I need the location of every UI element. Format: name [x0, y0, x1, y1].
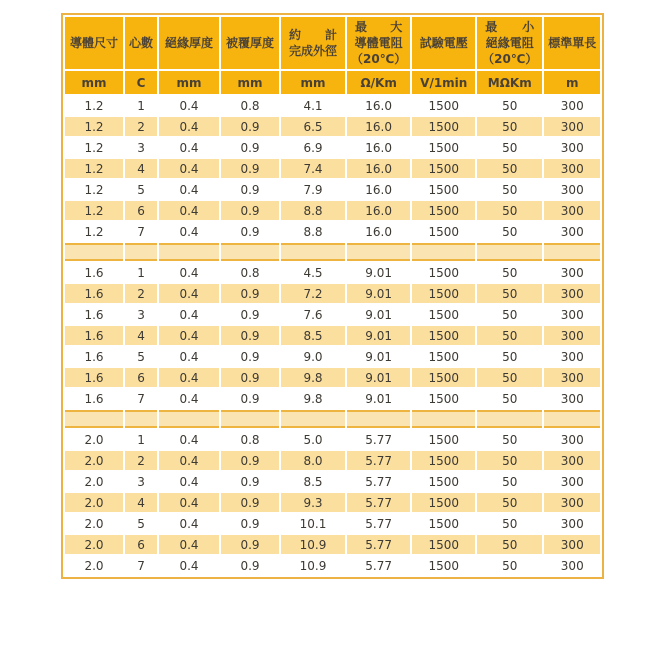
column-header-text: 被覆厚度 — [226, 35, 275, 50]
spacer-cell — [281, 410, 345, 428]
cell-min-insulation-resistance: 50 — [477, 430, 542, 449]
cell-test-voltage: 1500 — [412, 389, 475, 408]
cell-max-conductor-resistance: 16.0 — [347, 222, 410, 241]
cell-min-insulation-resistance: 50 — [477, 263, 542, 282]
column-header-text: 最 — [355, 19, 368, 34]
cell-sheath-thickness: 0.9 — [221, 472, 279, 491]
cell-min-insulation-resistance: 50 — [477, 535, 542, 554]
cell-min-insulation-resistance: 50 — [477, 180, 542, 199]
spacer-cell — [544, 410, 600, 428]
cell-sheath-thickness: 0.9 — [221, 159, 279, 178]
spacer-cell — [221, 410, 279, 428]
cell-insulation-thickness: 0.4 — [159, 472, 219, 491]
unit-approx-finished-od: mm — [281, 71, 345, 94]
cell-max-conductor-resistance: 9.01 — [347, 305, 410, 324]
cell-max-conductor-resistance: 16.0 — [347, 96, 410, 115]
cell-conductor-size: 1.2 — [65, 117, 123, 136]
cell-insulation-thickness: 0.4 — [159, 159, 219, 178]
unit-sheath-thickness: mm — [221, 71, 279, 94]
cell-test-voltage: 1500 — [412, 347, 475, 366]
header-row — [65, 17, 600, 69]
cell-core-count: 1 — [125, 96, 157, 115]
cell-insulation-thickness: 0.4 — [159, 326, 219, 345]
cell-conductor-size: 2.0 — [65, 472, 123, 491]
cell-max-conductor-resistance: 5.77 — [347, 556, 410, 575]
cell-test-voltage: 1500 — [412, 305, 475, 324]
column-header-text: 大 — [390, 19, 403, 34]
cell-standard-unit-length: 300 — [544, 201, 600, 220]
cell-sheath-thickness: 0.8 — [221, 96, 279, 115]
cell-core-count: 1 — [125, 263, 157, 282]
cell-insulation-thickness: 0.4 — [159, 305, 219, 324]
cell-standard-unit-length: 300 — [544, 117, 600, 136]
spacer-cell — [159, 410, 219, 428]
cell-core-count: 5 — [125, 347, 157, 366]
cell-sheath-thickness: 0.9 — [221, 535, 279, 554]
cell-max-conductor-resistance: 9.01 — [347, 368, 410, 387]
cell-sheath-thickness: 0.9 — [221, 305, 279, 324]
cell-approx-finished-od: 8.8 — [281, 201, 345, 220]
unit-core-count: C — [125, 71, 157, 94]
cell-core-count: 4 — [125, 326, 157, 345]
cell-core-count: 6 — [125, 201, 157, 220]
cell-core-count: 4 — [125, 493, 157, 512]
cell-sheath-thickness: 0.9 — [221, 284, 279, 303]
spacer-cell — [477, 410, 542, 428]
cell-test-voltage: 1500 — [412, 493, 475, 512]
column-header-text: 計 — [325, 27, 338, 42]
cell-test-voltage: 1500 — [412, 201, 475, 220]
table-row-2.0mm-5c — [65, 514, 600, 533]
cell-approx-finished-od: 4.1 — [281, 96, 345, 115]
table-row-1.6mm-7c — [65, 389, 600, 408]
column-header-text: （20℃） — [482, 51, 538, 66]
cell-approx-finished-od: 7.4 — [281, 159, 345, 178]
cell-approx-finished-od: 4.5 — [281, 263, 345, 282]
cell-approx-finished-od: 5.0 — [281, 430, 345, 449]
cell-standard-unit-length: 300 — [544, 430, 600, 449]
cell-sheath-thickness: 0.9 — [221, 180, 279, 199]
cell-insulation-thickness: 0.4 — [159, 368, 219, 387]
cell-core-count: 4 — [125, 159, 157, 178]
column-header-line — [351, 20, 406, 35]
cell-test-voltage: 1500 — [412, 326, 475, 345]
cell-min-insulation-resistance: 50 — [477, 284, 542, 303]
cell-max-conductor-resistance: 5.77 — [347, 451, 410, 470]
cell-test-voltage: 1500 — [412, 138, 475, 157]
cell-test-voltage: 1500 — [412, 556, 475, 575]
cell-conductor-size: 2.0 — [65, 514, 123, 533]
cell-approx-finished-od: 9.8 — [281, 389, 345, 408]
cell-max-conductor-resistance: 16.0 — [347, 138, 410, 157]
cell-test-voltage: 1500 — [412, 451, 475, 470]
column-header-line — [285, 44, 341, 59]
column-header-line — [129, 36, 153, 51]
spacer-cell — [65, 410, 123, 428]
table-row-1.6mm-3c — [65, 305, 600, 324]
cell-sheath-thickness: 0.9 — [221, 368, 279, 387]
column-header-line — [69, 36, 119, 51]
cell-core-count: 3 — [125, 138, 157, 157]
cell-sheath-thickness: 0.9 — [221, 117, 279, 136]
column-header-line — [285, 28, 341, 43]
cell-insulation-thickness: 0.4 — [159, 284, 219, 303]
cell-standard-unit-length: 300 — [544, 514, 600, 533]
cell-approx-finished-od: 7.2 — [281, 284, 345, 303]
cell-approx-finished-od: 8.5 — [281, 326, 345, 345]
table-row-2.0mm-2c — [65, 451, 600, 470]
table-row-1.2mm-6c — [65, 201, 600, 220]
cell-conductor-size: 2.0 — [65, 430, 123, 449]
spacer-cell — [347, 410, 410, 428]
column-header-insulation-thickness — [159, 17, 219, 69]
cell-sheath-thickness: 0.9 — [221, 389, 279, 408]
column-header-test-voltage — [412, 17, 475, 69]
cell-test-voltage: 1500 — [412, 535, 475, 554]
column-header-line — [416, 36, 471, 51]
spacer-cell — [544, 243, 600, 261]
cell-core-count: 2 — [125, 451, 157, 470]
column-header-standard-unit-length — [544, 17, 600, 69]
spacer-cell — [221, 243, 279, 261]
cell-max-conductor-resistance: 16.0 — [347, 201, 410, 220]
cell-test-voltage: 1500 — [412, 472, 475, 491]
cell-test-voltage: 1500 — [412, 284, 475, 303]
cell-conductor-size: 1.6 — [65, 284, 123, 303]
cell-min-insulation-resistance: 50 — [477, 472, 542, 491]
cell-min-insulation-resistance: 50 — [477, 451, 542, 470]
cell-sheath-thickness: 0.9 — [221, 556, 279, 575]
spacer-cell — [125, 243, 157, 261]
cell-core-count: 5 — [125, 514, 157, 533]
cell-standard-unit-length: 300 — [544, 284, 600, 303]
cell-conductor-size: 1.2 — [65, 201, 123, 220]
cell-core-count: 7 — [125, 222, 157, 241]
cell-test-voltage: 1500 — [412, 180, 475, 199]
cell-min-insulation-resistance: 50 — [477, 368, 542, 387]
cell-min-insulation-resistance: 50 — [477, 138, 542, 157]
cell-max-conductor-resistance: 5.77 — [347, 430, 410, 449]
cell-insulation-thickness: 0.4 — [159, 117, 219, 136]
cell-min-insulation-resistance: 50 — [477, 222, 542, 241]
cell-standard-unit-length: 300 — [544, 138, 600, 157]
column-header-sheath-thickness — [221, 17, 279, 69]
group-spacer-row — [65, 243, 600, 261]
cell-standard-unit-length: 300 — [544, 305, 600, 324]
table-row-1.2mm-2c — [65, 117, 600, 136]
cell-max-conductor-resistance: 5.77 — [347, 472, 410, 491]
column-header-line — [548, 36, 596, 51]
cell-sheath-thickness: 0.8 — [221, 430, 279, 449]
table-row-1.6mm-4c — [65, 326, 600, 345]
column-header-line — [481, 20, 538, 35]
cell-core-count: 6 — [125, 535, 157, 554]
cell-max-conductor-resistance: 16.0 — [347, 159, 410, 178]
cell-test-voltage: 1500 — [412, 222, 475, 241]
cell-test-voltage: 1500 — [412, 159, 475, 178]
cell-insulation-thickness: 0.4 — [159, 263, 219, 282]
column-header-text: 約 — [289, 27, 302, 42]
spacer-cell — [281, 243, 345, 261]
cell-max-conductor-resistance: 16.0 — [347, 117, 410, 136]
cell-max-conductor-resistance: 9.01 — [347, 389, 410, 408]
cell-approx-finished-od: 10.1 — [281, 514, 345, 533]
cell-core-count: 2 — [125, 117, 157, 136]
unit-standard-unit-length: m — [544, 71, 600, 94]
spacer-cell — [477, 243, 542, 261]
cell-conductor-size: 1.2 — [65, 138, 123, 157]
cell-standard-unit-length: 300 — [544, 96, 600, 115]
column-header-text: 導體電阻 — [354, 35, 403, 50]
table-row-1.6mm-1c — [65, 263, 600, 282]
cell-standard-unit-length: 300 — [544, 180, 600, 199]
cell-max-conductor-resistance: 5.77 — [347, 514, 410, 533]
cell-core-count: 7 — [125, 556, 157, 575]
cell-insulation-thickness: 0.4 — [159, 222, 219, 241]
cell-insulation-thickness: 0.4 — [159, 514, 219, 533]
table-row-2.0mm-3c — [65, 472, 600, 491]
cell-insulation-thickness: 0.4 — [159, 347, 219, 366]
cell-approx-finished-od: 10.9 — [281, 535, 345, 554]
cell-conductor-size: 1.2 — [65, 96, 123, 115]
cell-core-count: 7 — [125, 389, 157, 408]
cell-standard-unit-length: 300 — [544, 472, 600, 491]
cell-min-insulation-resistance: 50 — [477, 305, 542, 324]
cell-max-conductor-resistance: 9.01 — [347, 326, 410, 345]
cell-core-count: 6 — [125, 368, 157, 387]
column-header-line — [481, 36, 538, 51]
cell-sheath-thickness: 0.9 — [221, 514, 279, 533]
table-row-1.2mm-5c — [65, 180, 600, 199]
table-row-1.2mm-4c — [65, 159, 600, 178]
cell-max-conductor-resistance: 9.01 — [347, 263, 410, 282]
cell-approx-finished-od: 9.0 — [281, 347, 345, 366]
column-header-text: 心數 — [129, 35, 154, 50]
column-header-text: 小 — [522, 19, 535, 34]
cell-min-insulation-resistance: 50 — [477, 389, 542, 408]
cell-min-insulation-resistance: 50 — [477, 159, 542, 178]
cell-standard-unit-length: 300 — [544, 556, 600, 575]
cell-max-conductor-resistance: 5.77 — [347, 493, 410, 512]
cell-insulation-thickness: 0.4 — [159, 138, 219, 157]
cell-min-insulation-resistance: 50 — [477, 514, 542, 533]
cell-max-conductor-resistance: 5.77 — [347, 535, 410, 554]
table-row-1.2mm-1c — [65, 96, 600, 115]
cell-sheath-thickness: 0.9 — [221, 493, 279, 512]
column-header-text: 最 — [485, 19, 498, 34]
group-spacer-row — [65, 410, 600, 428]
cable-spec-table — [61, 13, 604, 579]
column-header-text: （20℃） — [351, 51, 407, 66]
cell-core-count: 1 — [125, 430, 157, 449]
cell-max-conductor-resistance: 9.01 — [347, 284, 410, 303]
spacer-cell — [412, 243, 475, 261]
column-header-line — [481, 52, 538, 67]
cell-conductor-size: 1.6 — [65, 326, 123, 345]
cell-insulation-thickness: 0.4 — [159, 556, 219, 575]
cell-conductor-size: 1.6 — [65, 347, 123, 366]
table-row-2.0mm-7c — [65, 556, 600, 575]
cell-approx-finished-od: 6.9 — [281, 138, 345, 157]
cell-insulation-thickness: 0.4 — [159, 180, 219, 199]
column-header-line — [351, 36, 406, 51]
unit-min-insulation-resistance: MΩKm — [477, 71, 542, 94]
cell-insulation-thickness: 0.4 — [159, 201, 219, 220]
table-row-1.6mm-5c — [65, 347, 600, 366]
table-row-1.2mm-7c — [65, 222, 600, 241]
cell-core-count: 2 — [125, 284, 157, 303]
column-header-line — [351, 52, 406, 67]
column-header-text: 標準單長 — [548, 35, 597, 50]
cell-standard-unit-length: 300 — [544, 389, 600, 408]
cell-standard-unit-length: 300 — [544, 535, 600, 554]
cell-core-count: 3 — [125, 472, 157, 491]
column-header-line — [225, 36, 275, 51]
cell-min-insulation-resistance: 50 — [477, 326, 542, 345]
cell-min-insulation-resistance: 50 — [477, 493, 542, 512]
cell-min-insulation-resistance: 50 — [477, 96, 542, 115]
cell-conductor-size: 1.6 — [65, 389, 123, 408]
cell-approx-finished-od: 9.3 — [281, 493, 345, 512]
table-row-1.2mm-3c — [65, 138, 600, 157]
cell-max-conductor-resistance: 16.0 — [347, 180, 410, 199]
cell-sheath-thickness: 0.8 — [221, 263, 279, 282]
cell-test-voltage: 1500 — [412, 117, 475, 136]
spacer-cell — [125, 410, 157, 428]
column-header-min-insulation-resistance — [477, 17, 542, 69]
table-body — [65, 96, 600, 575]
column-header-core-count — [125, 17, 157, 69]
cell-standard-unit-length: 300 — [544, 326, 600, 345]
cell-test-voltage: 1500 — [412, 263, 475, 282]
table-row-1.6mm-2c — [65, 284, 600, 303]
cell-sheath-thickness: 0.9 — [221, 451, 279, 470]
cell-approx-finished-od: 7.9 — [281, 180, 345, 199]
cell-standard-unit-length: 300 — [544, 451, 600, 470]
cell-max-conductor-resistance: 9.01 — [347, 347, 410, 366]
spacer-cell — [159, 243, 219, 261]
cell-sheath-thickness: 0.9 — [221, 326, 279, 345]
cell-standard-unit-length: 300 — [544, 347, 600, 366]
cell-approx-finished-od: 9.8 — [281, 368, 345, 387]
cell-test-voltage: 1500 — [412, 96, 475, 115]
cell-min-insulation-resistance: 50 — [477, 117, 542, 136]
cell-sheath-thickness: 0.9 — [221, 138, 279, 157]
cell-conductor-size: 2.0 — [65, 493, 123, 512]
cell-sheath-thickness: 0.9 — [221, 347, 279, 366]
cell-conductor-size: 1.2 — [65, 180, 123, 199]
spacer-cell — [412, 410, 475, 428]
cell-conductor-size: 2.0 — [65, 451, 123, 470]
cell-insulation-thickness: 0.4 — [159, 451, 219, 470]
cell-conductor-size: 1.6 — [65, 305, 123, 324]
units-row — [65, 71, 600, 94]
cell-insulation-thickness: 0.4 — [159, 493, 219, 512]
cell-sheath-thickness: 0.9 — [221, 222, 279, 241]
cell-core-count: 5 — [125, 180, 157, 199]
cell-min-insulation-resistance: 50 — [477, 201, 542, 220]
column-header-approx-finished-od — [281, 17, 345, 69]
cell-insulation-thickness: 0.4 — [159, 389, 219, 408]
cell-insulation-thickness: 0.4 — [159, 535, 219, 554]
cell-test-voltage: 1500 — [412, 514, 475, 533]
cell-approx-finished-od: 7.6 — [281, 305, 345, 324]
cell-conductor-size: 1.2 — [65, 222, 123, 241]
cell-sheath-thickness: 0.9 — [221, 201, 279, 220]
cell-insulation-thickness: 0.4 — [159, 96, 219, 115]
cell-min-insulation-resistance: 50 — [477, 556, 542, 575]
table-row-2.0mm-6c — [65, 535, 600, 554]
cell-standard-unit-length: 300 — [544, 263, 600, 282]
cell-conductor-size: 1.2 — [65, 159, 123, 178]
cell-test-voltage: 1500 — [412, 368, 475, 387]
spacer-cell — [347, 243, 410, 261]
spacer-cell — [65, 243, 123, 261]
cell-core-count: 3 — [125, 305, 157, 324]
column-header-text: 導體尺寸 — [69, 35, 118, 50]
unit-max-conductor-resistance: Ω/Km — [347, 71, 410, 94]
column-header-text: 試驗電壓 — [419, 35, 468, 50]
cell-test-voltage: 1500 — [412, 430, 475, 449]
cell-conductor-size: 1.6 — [65, 368, 123, 387]
unit-conductor-size: mm — [65, 71, 123, 94]
column-header-max-conductor-resistance — [347, 17, 410, 69]
cell-standard-unit-length: 300 — [544, 493, 600, 512]
table-header — [65, 17, 600, 94]
table-row-2.0mm-1c — [65, 430, 600, 449]
cell-standard-unit-length: 300 — [544, 368, 600, 387]
cell-approx-finished-od: 8.8 — [281, 222, 345, 241]
unit-test-voltage: V/1min — [412, 71, 475, 94]
cell-insulation-thickness: 0.4 — [159, 430, 219, 449]
cell-standard-unit-length: 300 — [544, 222, 600, 241]
cell-approx-finished-od: 10.9 — [281, 556, 345, 575]
cell-approx-finished-od: 6.5 — [281, 117, 345, 136]
column-header-text: 絕緣電阻 — [485, 35, 534, 50]
cell-standard-unit-length: 300 — [544, 159, 600, 178]
column-header-conductor-size — [65, 17, 123, 69]
unit-insulation-thickness: mm — [159, 71, 219, 94]
column-header-text: 完成外徑 — [289, 43, 338, 58]
column-header-text: 絕緣厚度 — [165, 35, 214, 50]
cell-conductor-size: 2.0 — [65, 535, 123, 554]
cell-min-insulation-resistance: 50 — [477, 347, 542, 366]
cell-conductor-size: 2.0 — [65, 556, 123, 575]
table-row-1.6mm-6c — [65, 368, 600, 387]
cell-approx-finished-od: 8.5 — [281, 472, 345, 491]
cell-approx-finished-od: 8.0 — [281, 451, 345, 470]
table-row-2.0mm-4c — [65, 493, 600, 512]
column-header-line — [163, 36, 215, 51]
cell-conductor-size: 1.6 — [65, 263, 123, 282]
